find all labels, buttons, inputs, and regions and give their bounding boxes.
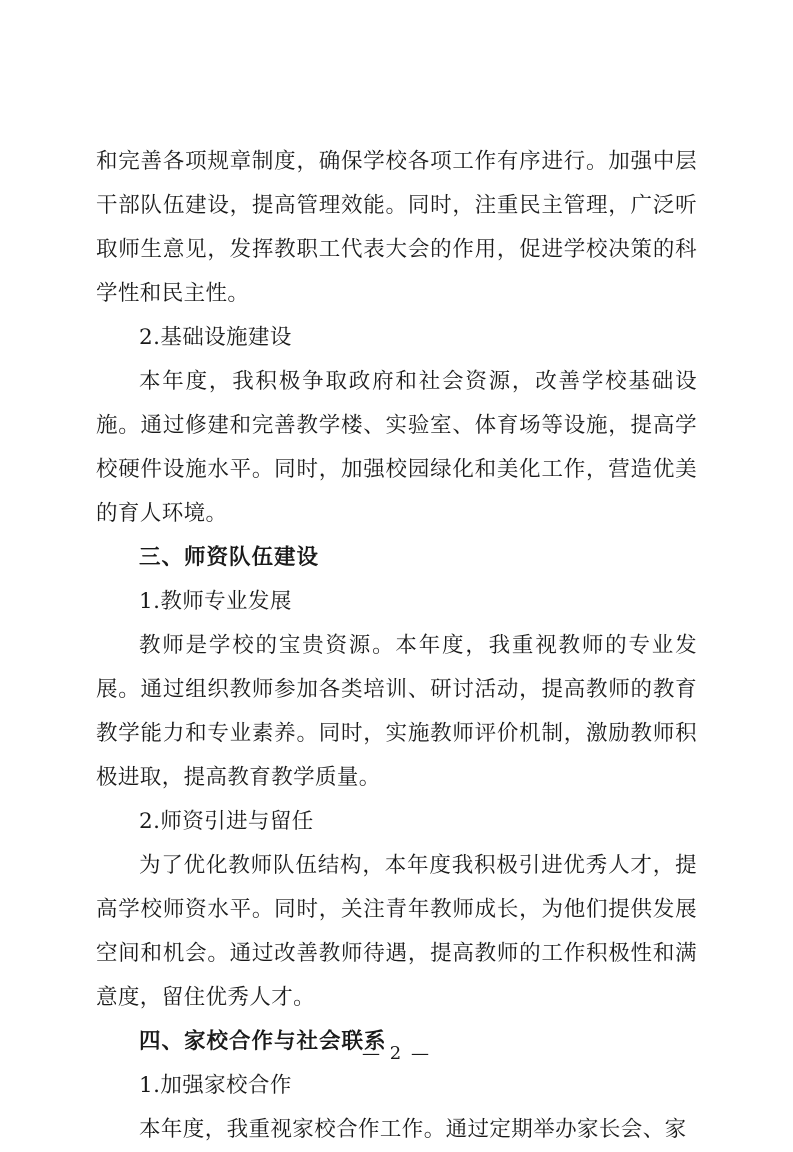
paragraph-home-school-body: 本年度，我重视家校合作工作。通过定期举办家长会、家 [139, 1117, 687, 1142]
paragraph-teacher-development-title: 1.教师专业发展 [139, 589, 292, 614]
paragraph-teacher-recruitment-title: 2.师资引进与留任 [139, 809, 314, 834]
heading-section-four: 四、家校合作与社会联系 [139, 1029, 387, 1054]
paragraph-section-2-title: 2.基础设施建设 [139, 325, 292, 350]
heading-section-three: 三、师资队伍建设 [139, 545, 320, 570]
paragraph-continuation: 和完善各项规章制度，确保学校各项工作有序进行。加强中层干部队伍建设，提高管理效能。同时，注重民主管理，广泛听取师生意见，发挥教职工代表大会的作用，促进学校决策的科学性和民主性。 [96, 149, 697, 306]
document-body [96, 140, 697, 1152]
paragraph-teacher-development-body: 教师是学校的宝贵资源。本年度，我重视教师的专业发展。通过组织教师参加各类培训、研讨活动，提高教师的教育教学能力和专业素养。同时，实施教师评价机制，激励教师积极进取，提高教育教学质量。 [96, 633, 697, 790]
paragraph-teacher-recruitment-body: 为了优化教师队伍结构，本年度我积极引进优秀人才，提高学校师资水平。同时，关注青年教师成长，为他们提供发展空间和机会。通过改善教师待遇，提高教师的工作积极性和满意度，留住优秀人才。 [96, 853, 697, 1010]
paragraph-infrastructure: 本年度，我积极争取政府和社会资源，改善学校基础设施。通过修建和完善教学楼、实验室、体育场等设施，提高学校硬件设施水平。同时，加强校园绿化和美化工作，营造优美的育人环境。 [96, 369, 697, 526]
paragraph-home-school-title: 1.加强家校合作 [139, 1073, 292, 1098]
page-number: — 2 — [362, 1043, 431, 1064]
